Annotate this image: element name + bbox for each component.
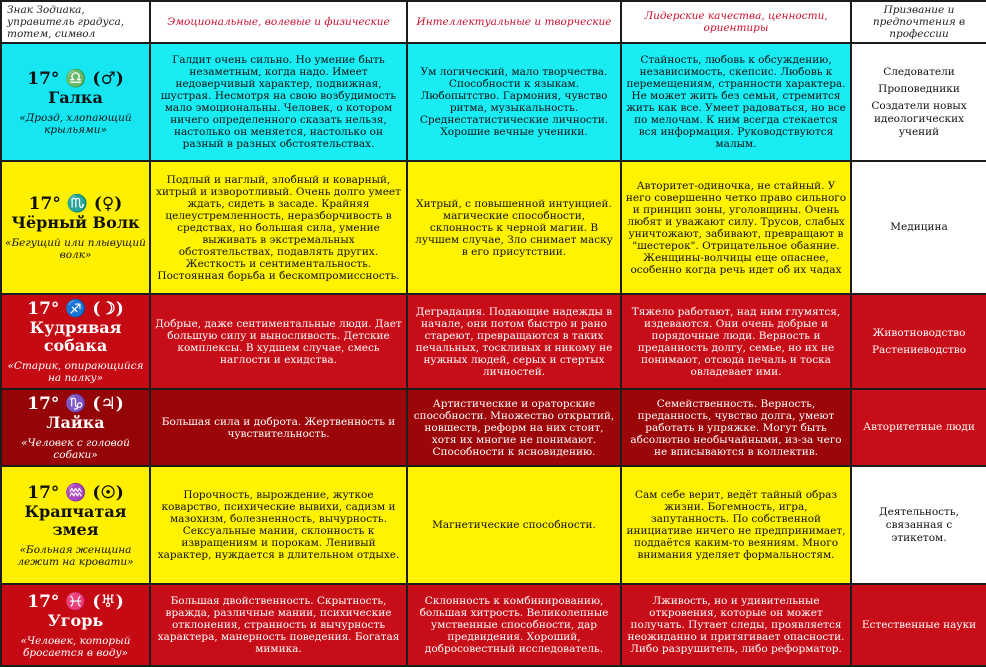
header-emotional: Эмоциональные, волевые и физические [150,1,407,43]
symbol-text: «Бегущий или плывущий волк» [5,237,146,261]
profession-item: Авторитетные люди [863,421,975,433]
leader-cell: Тяжело работают, над ним глумятся, издеваются. Они очень добрые и порядочные люди. Верность и преданность долгу, семье, но их не понимают, отсюда печаль и тоска овладевает ими. [621,294,851,389]
table-row [1,584,986,666]
sign-cell [1,294,150,389]
zodiac-sign: 17° ♑ (♃) [27,394,124,414]
intellect-cell: Склонность к комбинированию, большая хитрость. Великолепные умственные способности, дар предвидения. Хороший, добросовестный исследователь. [407,584,621,666]
symbol-text: «Старик, опирающийся на палку» [7,360,144,384]
sign-cell [1,466,150,584]
profession-cell [851,161,986,294]
sign-cell [1,43,150,161]
table-body [1,43,986,666]
header-leader: Лидерские качества, ценности, ориентиры [621,1,851,43]
leader-cell: Сам себе верит, ведёт тайный образ жизни. Богемность, игра, запутанность. По собственной инициативе ничего не предпринимает, поддаётся каким-то веяниям. Много внимания уделяет формальностям. [621,466,851,584]
sign-cell [1,389,150,466]
emotional-cell: Галдит очень сильно. Но умение быть незаметным, когда надо. Имеет недоверчивый характер, подвижная, шустрая. Несмотря на свою возбудимость мало эмоциональны. Человек, о котором ничего определенного сказать нельзя, настолько он меняется, настолько он разный в разных обстоятельствах. [150,43,407,161]
leader-cell: Стайность, любовь к обсуждению, независимость, скепсис. Любовь к перемещениям, странности характера. Не может жить без семьи, стремится жить как все. Умеет радоваться, но все по мелочам. К ним всегда стекается вся информация. Руководствуются малым. [621,43,851,161]
zodiac-sign: 17° ♐ (☽) [27,299,124,319]
intellect-cell: Артистические и ораторские способности. Множество открытий, новшеств, реформ на них стоит, хотя их многие не понимают. Способности к ясновидению. [407,389,621,466]
intellect-cell: Деградация. Подающие надежды в начале, они потом быстро и рано стареют, превращаются в таких печальных, тоскливых и никому не нужных людей, серых и стертых личностей. [407,294,621,389]
emotional-cell: Большая двойственность. Скрытность, вражда, различные мании, психические отклонения, странность и вычурность характера, манерность поведения. Богатая мимика. [150,584,407,666]
table-row [1,161,986,294]
symbol-text: «Дрозд, хлопающий крыльями» [19,111,132,136]
profession-cell [851,466,986,584]
table-row [1,466,986,584]
table-row [1,294,986,389]
zodiac-sign: 17° ♓ (♅) [27,591,124,612]
zodiac-sign: 17° ♒ (☉) [27,482,124,503]
header-intellect: Интеллектуальные и творческие [407,1,621,43]
table-row [1,389,986,466]
profession-cell [851,584,986,666]
profession-item: Животноводство [872,326,966,339]
totem-name: Кудрявая собака [29,318,122,355]
header-sign: Знак Зодиака, управитель градуса, тотем, символ [1,1,150,43]
totem-name: Галка [48,87,103,107]
profession-cell [851,389,986,466]
profession-item: Следователи [883,65,955,78]
profession-item: Создатели новых идеологических учений [871,99,967,138]
leader-cell: Авторитет-одиночка, не стайный. У него совершенно четко право сильного и принцип зоны, уголовщины. Очень любят и уважают силу. Трусов, слабых уничтожают, забивают, превращают в "шестерок". Отрицательное обаяние. Женщины-волчицы еще опаснее, особенно когда речь идет об их чадах [621,161,851,294]
totem-name: Лайка [46,413,105,432]
zodiac-sign: 17° ♎ (♂) [27,68,124,89]
header-profession: Призвание и предпочтения в профессии [851,1,986,43]
zodiac-sign: 17° ♏ (♀) [28,194,123,214]
intellect-cell: Ум логический, мало творчества. Способности к языкам. Любопытство. Гармония, чувство ритма, музыкальность. Среднестатистические личности. Хорошие вечные ученики. [407,43,621,161]
profession-cell [851,294,986,389]
sign-cell [1,161,150,294]
sign-cell [1,584,150,666]
profession-item: Естественные науки [861,618,977,631]
totem-name: Крапчатая змея [24,501,127,539]
profession-item: Деятельность, связанная с этикетом. [879,505,959,544]
symbol-text: «Человек с головой собаки» [21,437,130,461]
profession-item: Проповедники [878,82,960,95]
totem-name: Чёрный Волк [11,213,140,232]
header-row [1,1,986,43]
emotional-cell: Подлый и наглый, злобный и коварный, хитрый и изворотливый. Очень долго умеет ждать, сидеть в засаде. Крайняя целеустремленность, неразборчивость в средствах, но большая сила, умение выживать в экстремальных обстоятельствах, подавлять других. Жесткость и сентиментальность. Постоянная борьба и бескомпромиссность. [150,161,407,294]
profession-cell [851,43,986,161]
table-row [1,43,986,161]
intellect-cell: Магнетические способности. [407,466,621,584]
totem-name: Угорь [47,610,104,630]
emotional-cell: Большая сила и доброта. Жертвенность и чувствительность. [150,389,407,466]
profession-item: Растениеводство [871,343,967,356]
emotional-cell: Добрые, даже сентиментальные люди. Дает большую силу и выносливость. Детские комплексы. В худшем случае, смесь наглости и ехидства. [150,294,407,389]
leader-cell: Лживость, но и удивительные откровения, которые он может получать. Путает следы, проявляется неожиданно и притягивает опасности. Либо разрушитель, либо реформатор. [621,584,851,666]
emotional-cell: Порочность, вырождение, жуткое коварство, психические вывихи, садизм и мазохизм, болезненность, вычурность. Сексуальные мании, склонность к извращениям и порокам. Ленивый характер, нуждается в длительном отдыхе. [150,466,407,584]
symbol-text: «Человек, который бросается в воду» [20,634,131,659]
profession-item: Медицина [890,221,948,233]
symbol-text: «Больная женщина лежит на кровати» [17,543,134,568]
intellect-cell: Хитрый, с повышенной интуицией. магические способности, склонность к черной магии. В лучшем случае, Зло снимает маску в его присутствии. [407,161,621,294]
leader-cell: Семейственность. Верность, преданность, чувство долга, умеют работать в упряжке. Могут быть абсолютно необычайными, из-за чего не вписываются в коллектив. [621,389,851,466]
